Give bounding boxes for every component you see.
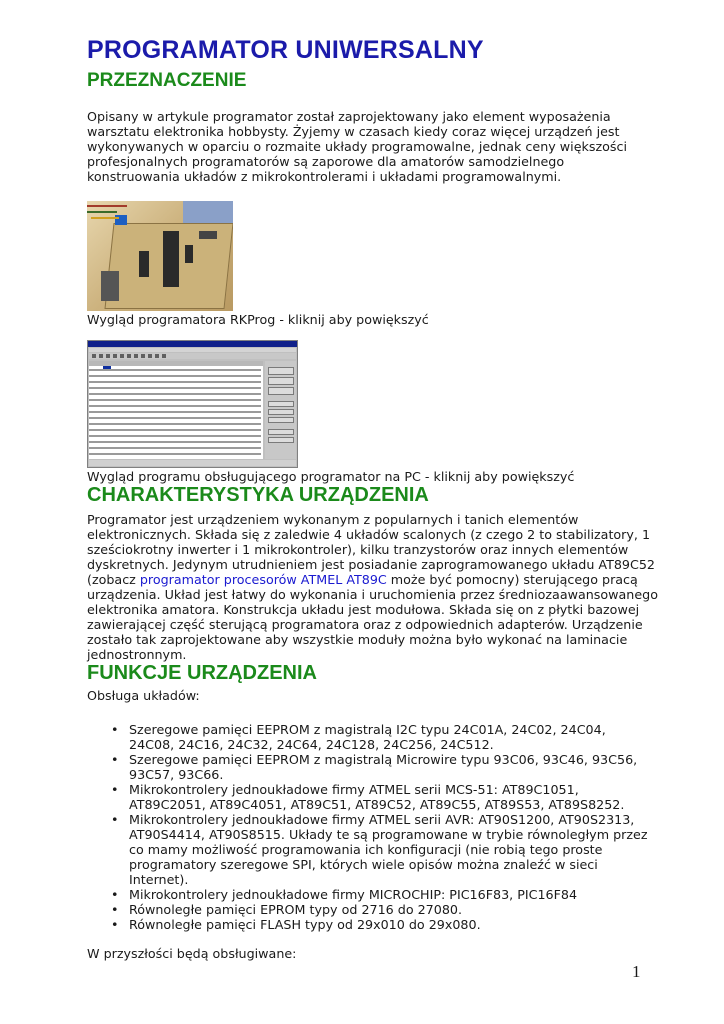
heading-functions: FUNKCJE URZĄDZENIA [87,662,317,684]
text-line: Opisany w artykule programator został zaprojektowany jako element wyposażenia [87,109,611,124]
text-line: Równoległe pamięci FLASH typy od 29x010 do 29x080. [129,917,481,932]
bullet-icon: • [111,917,119,932]
document-title: PROGRAMATOR UNIWERSALNY [87,36,484,64]
software-screenshot[interactable] [87,340,298,468]
text-line: programatory szeregowe SPI, których wiele opisów można znaleźć w sieci [129,857,598,872]
heading-characteristics: CHARAKTERYSTYKA URZĄDZENIA [87,484,429,506]
text-line: Szeregowe pamięci EEPROM z magistralą I2C typu 24C01A, 24C02, 24C04, [129,722,606,737]
text-line-with-link [87,572,638,587]
text-line: Mikrokontrolery jednoukładowe firmy MICROCHIP: PIC16F83, PIC16F84 [129,887,578,902]
text-line: Szeregowe pamięci EEPROM z magistralą Microwire typu 93C06, 93C46, 93C56, [129,752,638,767]
text-line: jednostronnym. [87,647,187,662]
text-line: co mamy możliwość programowania ich konfiguracji (nie robią tego proste [129,842,603,857]
text-line: 93C57, 93C66. [129,767,224,782]
list-item [87,722,647,752]
text-line: 24C08, 24C16, 24C32, 24C64, 24C128, 24C256, 24C512. [129,737,494,752]
text-line: elektronicznych. Składa się z zaledwie 4 układów scalonych (z czego 2 to stabilizatory, 1 [87,527,651,542]
text-line: dyskretnych. Jedynym utrudnieniem jest posiadanie zaprogramowanego układu AT89C52 [87,557,655,572]
bullet-icon: • [111,752,119,767]
text-line: Mikrokontrolery jednoukładowe firmy ATMEL serii MCS-51: AT89C1051, [129,782,579,797]
paragraph-purpose [87,109,632,184]
text-line: wykonywanych w oparciu o rozmaite układy programowalne, jednak ceny większości [87,139,627,154]
bullet-icon: • [111,722,119,737]
bullet-icon: • [111,812,119,827]
list-item [87,782,647,812]
heading-purpose: PRZEZNACZENIE [87,70,247,91]
atmel-programmer-link[interactable]: programator procesorów ATMEL AT89C [139,572,387,587]
board-photo-caption: Wygląd programatora RKProg - kliknij aby powiększyć [87,312,429,327]
bullet-icon: • [111,887,119,902]
programmer-board-photo[interactable] [87,201,233,311]
text-line: warsztatu elektronika hobbysty. Żyjemy w czasach kiedy coraz więcej urządzeń jest [87,124,620,139]
bullet-icon: • [111,782,119,797]
text-line: sześciokrotny inwerter i 1 mikrokontroler), kilku tranzystorów oraz innych elementów [87,542,629,557]
software-screenshot-caption: Wygląd programu obsługującego programator na PC - kliknij aby powiększyć [87,469,575,484]
text-line: profesjonalnych programatorów są zaporowe dla amatorów samodzielnego [87,154,565,169]
text-line: Mikrokontrolery jednoukładowe firmy ATMEL serii AVR: AT90S1200, AT90S2313, [129,812,635,827]
list-item [87,902,647,917]
functions-intro: Obsługa układów: [87,688,200,703]
list-item [87,812,647,887]
bullet-icon: • [111,902,119,917]
text-line: zostało tak zaprojektowane aby wszystkie moduły można było wykonać na laminacie [87,632,628,647]
supported-chips-list [87,722,647,932]
text-line: urządzenia. Układ jest łatwy do wykonania i uruchomienia przez średniozaawansowanego [87,587,658,602]
text-line: elektronika amatora. Konstrukcja układu jest modułowa. Składa się on z płytki bazowej [87,602,640,617]
text-line: Internet). [129,872,189,887]
text-line: Programator jest urządzeniem wykonanym z popularnych i tanich elementów [87,512,579,527]
list-item [87,752,647,782]
text-line: AT90S4414, AT90S8515. Układy te są programowane w trybie równoległym przez [129,827,648,842]
text-line: Równoległe pamięci EPROM typy od 2716 do 27080. [129,902,463,917]
text-line: konstruowania układów z mikrokontrolerami i układami programowalnymi. [87,169,562,184]
text-fragment: (zobacz [87,572,140,587]
page-number: 1 [632,962,641,981]
text-line: zawierającej część sterującą programatora oraz z odpowiednich adapterów. Urządzenie [87,617,643,632]
paragraph-characteristics [87,512,658,662]
text-line: AT89C2051, AT89C4051, AT89C51, AT89C52, AT89C55, AT89S53, AT89S8252. [129,797,625,812]
text-fragment: może być pomocny) sterującego pracą [386,572,638,587]
future-support-text: W przyszłości będą obsługiwane: [87,946,297,961]
list-item [87,917,647,932]
list-item [87,887,647,902]
